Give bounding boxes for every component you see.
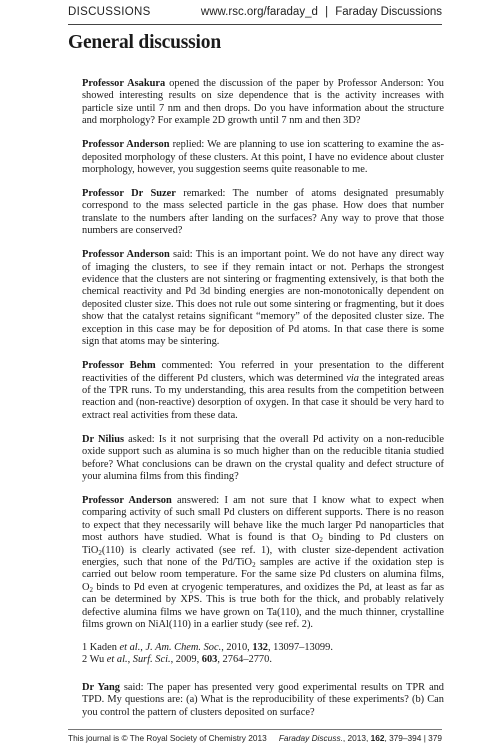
journal-name: Faraday Discussions (335, 6, 442, 18)
journal-url[interactable]: www.rsc.org/faraday_d (200, 6, 318, 18)
reference-item[interactable] (82, 642, 444, 654)
paragraph-anderson-reply (82, 139, 444, 176)
paragraph-text: remarked: The number of atoms designated presumably correspond to the mass selected particle in the gas phase. How does that number translate to the numbers after landing on the surfaces? Any way to prove that those numbers are conserved? (82, 188, 444, 237)
page-title: General discussion (68, 32, 221, 53)
paragraph-text: said: The paper has presented very good experimental results on TPR and TPD. My questions are: (a) What is the reproducibility of these experiments? (b) Can you control the pattern of clusters deposited on surface? (82, 681, 444, 718)
ref-etal: et al. (106, 654, 128, 666)
speaker-name: Professor Dr Suzer (82, 188, 176, 200)
subscript: 2 (319, 536, 323, 545)
footer-separator: | (423, 733, 426, 743)
paragraph-text: binding to Pd clusters on TiO (82, 532, 444, 556)
paragraph-nilius (82, 434, 444, 484)
header-separator: | (325, 6, 329, 18)
page-number: 379 (428, 733, 442, 743)
paragraph-emphasis: via (346, 372, 360, 384)
discussion-body (82, 78, 444, 731)
paragraph-text: replied: We are planning to use ion scattering to examine the as-deposited morphology of these clusters. At this point, I have no evidence about cluster morphology, however, you suggestion seems quite reasonable to me. (82, 139, 444, 176)
speaker-name: Professor Anderson (82, 249, 170, 261)
ref-volume: 132 (252, 642, 268, 653)
ref-author: 1 Kaden (82, 642, 120, 653)
paragraph-text: (110) is clearly activated (see ref. 1), with cluster size-dependent activation energies, such that none of the Pd/TiO (82, 544, 444, 568)
ref-pages: , 2764–2770. (217, 654, 272, 666)
paragraph-text: commented: You referred in your presentation to the different reactivities of the different Pd clusters, which was determined (82, 360, 444, 384)
footer-volume: 162 (370, 733, 385, 743)
section-label: DISCUSSIONS (68, 6, 151, 18)
speaker-name: Professor Anderson (82, 139, 170, 151)
paragraph-text: said: This is an important point. We do not have any direct way of imaging the clusters, to see if they remain intact or not. Perhaps the strongest evidence that the clusters are not sintering or fragmenting extensively, is that both the chemical reactivity and Pd 3d binding energies are non-monotonically dependent on deposited cluster size. This does not rule out some sintering or fragmenting, but it does show that the catalyst retains significant “memory” of the deposited cluster size. The exception in this case may be for deposition of Pd atoms. In that case there is some sign that atoms may be sintering. (82, 249, 445, 348)
subscript: 2 (252, 560, 256, 569)
journal-header (201, 6, 442, 18)
paragraph-text: opened the discussion of the paper by Professor Anderson: You showed interesting results on size dependence that is the activity increases with particle size until 7 nm and then drops. Do you have information about the structure and morphology? For example 2D growth until 7 nm and then 3D? (82, 78, 444, 127)
paragraph-text: samples are active if the oxidation step is carried out below room temperature. For the same size Pd clusters on alumina films, O (82, 556, 444, 593)
footer-journal: Faraday Discuss. (278, 733, 343, 743)
reference-list (82, 642, 444, 667)
subscript: 2 (89, 585, 94, 594)
paragraph-anderson-said (82, 249, 444, 348)
paragraph-suzer (82, 188, 444, 238)
reference-item[interactable] (82, 654, 444, 666)
speaker-name: Professor Asakura (82, 78, 166, 89)
copyright-notice: This journal is © The Royal Society of Chemistry 2013 (68, 733, 267, 743)
footer-rule (68, 729, 442, 730)
ref-comma: , (140, 642, 146, 653)
paragraph-text: the integrated areas of the TPR runs. To my understanding, this area results from the competition between reaction and (non-reactive) desorption of oxygen. In that case it should be very hard to extract real activities from these data. (82, 372, 444, 421)
speaker-name: Professor Behm (82, 360, 156, 372)
paragraph-text: binds to Pd even at cryogenic temperatures, and oxidizes the Pd, at least as far as can be determined by XPS. This is true both for the thick, and probably relatively defective alumina films we have grown on Ta(110), and the much thinner, crystalline films grown on NiAl(110) in a earlier study (see ref. 2). (82, 581, 444, 630)
paragraph-asakura (82, 78, 444, 128)
ref-year: , 2010, (221, 642, 253, 653)
speaker-name: Dr Yang (82, 681, 120, 693)
citation-info (279, 733, 442, 743)
ref-comma: , (127, 654, 133, 666)
paragraph-yang (82, 682, 444, 719)
paragraph-text: asked: Is it not surprising that the overall Pd activity on a non-reducible oxide support such as alumina is so much higher than on the reducible titania studied before? What conclusions can be drawn on the crystal quality and defect structure of your alumina films from this finding? (82, 433, 444, 482)
ref-journal: Surf. Sci. (132, 654, 171, 666)
ref-etal: et al. (119, 642, 141, 653)
paragraph-text: answered: I am not sure that I know what to expect when comparing activity of such small Pd clusters on different supports. There is no reason to expect that they necessarily will behave like the much larger Pd nanoparticles that most authors have studied. What is found is that O (82, 494, 444, 544)
header-rule (68, 24, 442, 25)
footer-pages: , 379–394 (384, 733, 422, 743)
paragraph-behm (82, 360, 444, 422)
ref-author: 2 Wu (82, 654, 107, 666)
paragraph-anderson-answer (82, 495, 444, 631)
speaker-name: Dr Nilius (82, 433, 125, 445)
speaker-name: Professor Anderson (82, 494, 172, 506)
ref-pages: , 13097–13099. (267, 642, 333, 653)
ref-journal: J. Am. Chem. Soc. (145, 642, 222, 653)
footer-year: , 2013, (342, 733, 371, 743)
subscript: 2 (98, 548, 102, 557)
ref-year: , 2009, (170, 654, 202, 666)
ref-volume: 603 (201, 654, 218, 666)
